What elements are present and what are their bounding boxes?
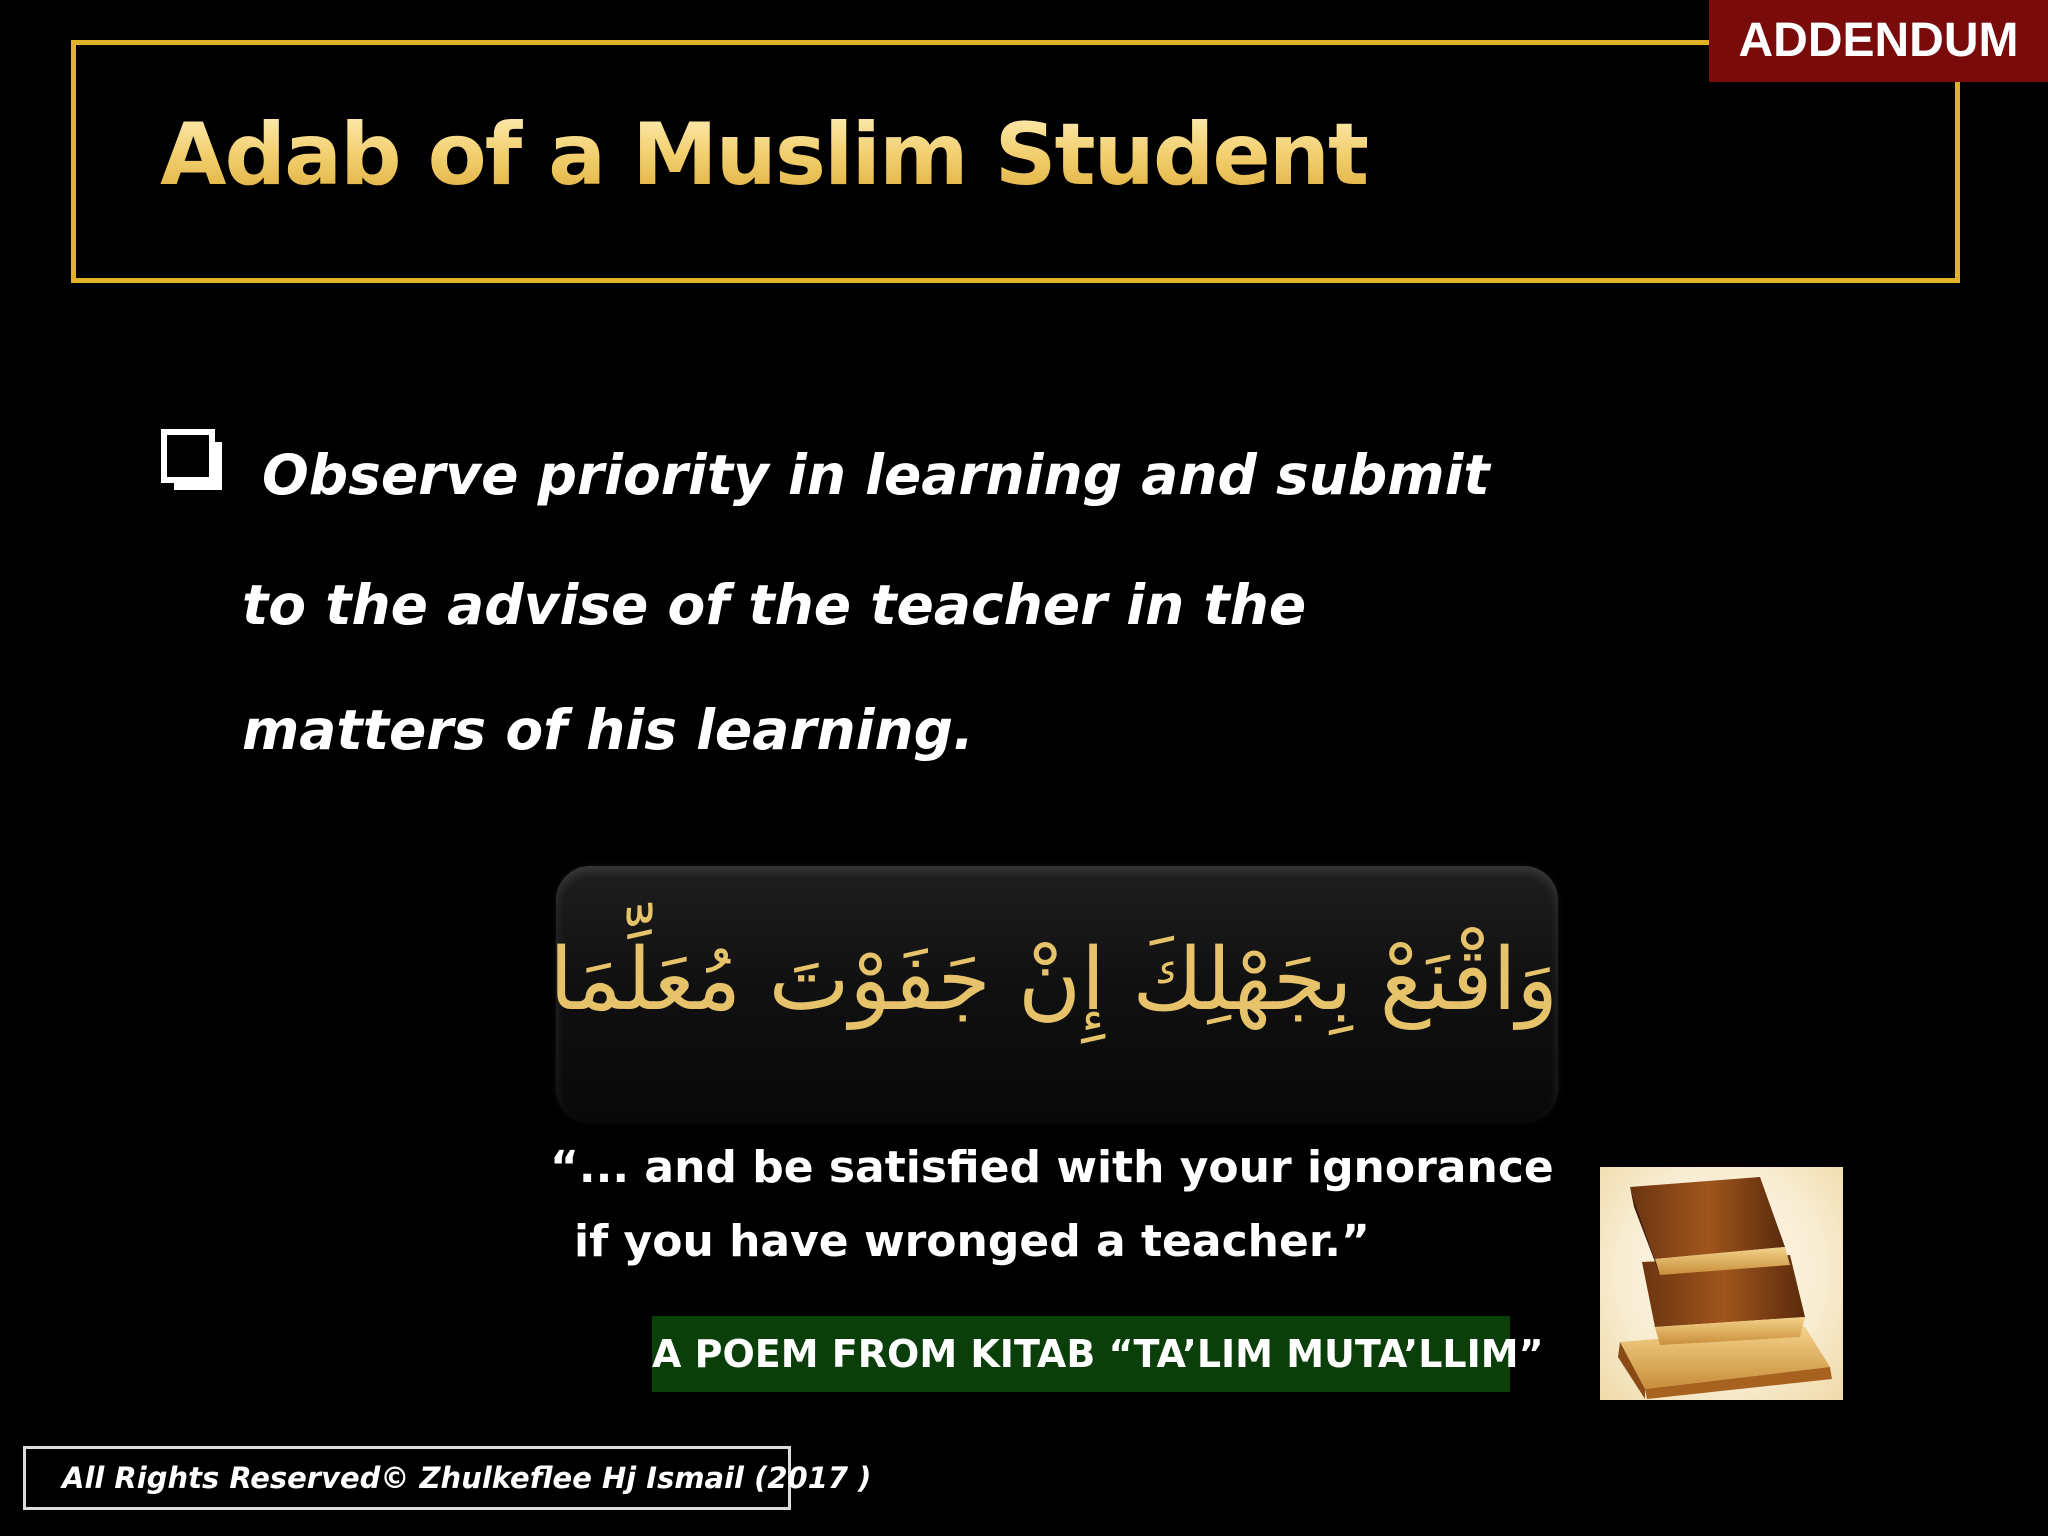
bullet-line-1: Observe priority in learning and submit	[262, 443, 1490, 507]
bullet-line-2: to the advise of the teacher in the	[242, 573, 1307, 637]
copyright-notice: All Rights Reserved© Zhulkeflee Hj Ismail (2017 )	[23, 1446, 791, 1510]
checkbox-icon	[160, 428, 226, 494]
page-title: Adab of a Muslim Student	[160, 100, 1367, 210]
stacked-books-icon	[1600, 1167, 1843, 1400]
addendum-badge: ADDENDUM	[1709, 0, 2048, 82]
translation-line-1: “... and be satisfied with your ignorance	[550, 1142, 1554, 1193]
poem-source-badge: A POEM FROM KITAB “TA’LIM MUTA’LLIM”	[652, 1316, 1510, 1392]
bullet-line-3: matters of his learning.	[242, 698, 974, 762]
translation-line-2: if you have wronged a teacher.”	[574, 1216, 1370, 1267]
arabic-verse: وَاقْنَعْ بِجَهْلِكَ إِنْ جَفَوْتَ مُعَلِّمَا	[549, 930, 1558, 1030]
